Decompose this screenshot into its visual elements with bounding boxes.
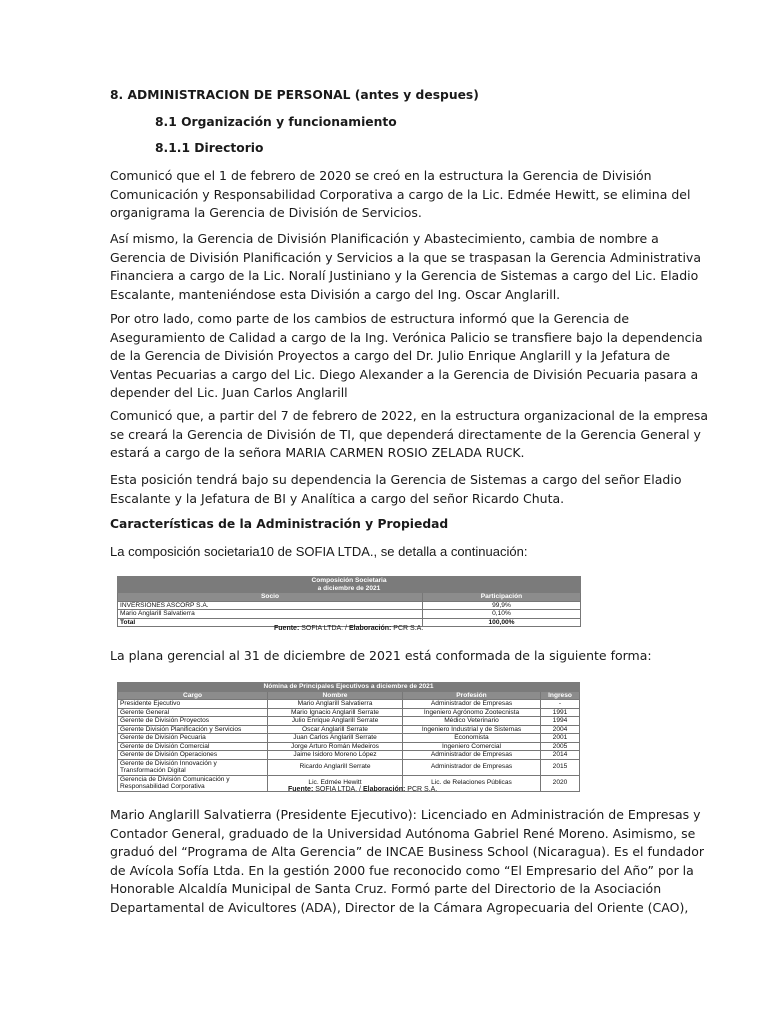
management-intro-text: La plana gerencial al 31 de diciembre de 2021 está conformada de la siguiente forma: xyxy=(110,648,652,663)
table-row: Mario Anglarill Salvatierra 0,10% xyxy=(118,610,581,619)
paragraph-2: Así mismo, la Gerencia de División Planificación y Abastecimiento, cambia de nombre a Gerencia de División Planificación y Servicios a la que se traspasan la Gerencia Administrativa Financiera a cargo de la Lic. Noralí Justiniano y la Gerencia de Sistemas a cargo del Lic. Eladio Escalante, manteniéndose esta División a cargo del Ing. Oscar Anglarill. xyxy=(110,231,701,302)
column-header-profesion: Profesión xyxy=(403,691,541,700)
paragraph-5: Esta posición tendrá bajo su dependencia la Gerencia de Sistemas a cargo del señor Eladio Escalante y la Jefatura de BI y Analítica a cargo del señor Ricardo Chuta. xyxy=(110,472,682,506)
composition-intro: La composición societaria10 de SOFIA LTDA., se detalla a continuación: xyxy=(110,544,528,559)
management-intro xyxy=(110,620,662,639)
column-header-socio: Socio xyxy=(118,593,423,602)
executives-table-source: Fuente: SOFIA LTDA. / Elaboración: PCR S.A. xyxy=(288,786,438,793)
table-total-row: Total 100,00% xyxy=(118,618,581,627)
executives-table xyxy=(117,682,580,792)
table-row: Gerente División Planificación y Servicios Oscar Anglarill Serrate Ingeniero Industrial y de Sistemas 2004 xyxy=(118,725,580,734)
column-header-cargo: Cargo xyxy=(118,691,268,700)
column-header-participacion: Participación xyxy=(423,593,581,602)
table-row: Gerente de División Pecuaria Juan Carlos Anglarill Serrate Economista 2001 xyxy=(118,734,580,743)
ownership-table-source: Fuente: SOFIA LTDA. / Elaboración: PCR S.A. xyxy=(274,625,424,632)
table-row: Gerente de División Innovación y Transformación Digital Ricardo Anglarill Serrate Administrador de Empresas 2015 xyxy=(118,759,580,775)
ownership-heading: Características de la Administración y Propiedad xyxy=(110,517,449,531)
subsubsection-heading: 8.1.1 Directorio xyxy=(155,141,264,155)
column-header-nombre: Nombre xyxy=(268,691,403,700)
paragraph-4: Comunicó que, a partir del 7 de febrero de 2022, en la estructura organizacional de la empresa se creará la Gerencia de División de TI, que dependerá directamente de la Gerencia General y estará a cargo de la señora MARIA CARMEN ROSIO ZELADA RUCK. xyxy=(110,408,709,460)
subsection-heading: 8.1 Organización y funcionamiento xyxy=(155,115,397,129)
section-heading: 8. ADMINISTRACION DE PERSONAL (antes y despues) xyxy=(110,88,479,102)
table-row: Gerente de División Comercial Jorge Arturo Román Medeiros Ingeniero Comercial 2005 xyxy=(118,742,580,751)
table-row: INVERSIONES ASCORP S.A. 99,9% xyxy=(118,601,581,610)
table-row: Gerente de División Operaciones Jaime Isidoro Moreno López Administrador de Empresas 2014 xyxy=(118,751,580,760)
table-row: Gerente de División Proyectos Julio Enrique Anglarill Serrate Médico Veterinario 1994 xyxy=(118,717,580,726)
column-header-ingreso: Ingreso xyxy=(541,691,580,700)
table-row: Gerente General Mario Ignacio Anglarill Serrate Ingeniero Agrónomo Zootecnista 1991 xyxy=(118,708,580,717)
ownership-table-title: Composición Societaria a diciembre de 2021 xyxy=(118,577,581,593)
paragraph-3: Por otro lado, como parte de los cambios de estructura informó que la Gerencia de Aseguramiento de Calidad a cargo de la Ing. Verónica Palicio se transfiere bajo la dependencia de la Gerencia de División Proyectos a cargo del Dr. Julio Enrique Anglarill y la Jefatura de Ventas Pecuarias a cargo del Lic. Diego Alexander a la Gerencia de División Pecuaria pasara a depender del Lic. Juan Carlos Anglarill xyxy=(110,311,703,400)
table-row: Presidente Ejecutivo Mario Anglarill Salvatierra Administrador de Empresas - xyxy=(118,700,580,709)
paragraph-6: Mario Anglarill Salvatierra (Presidente Ejecutivo): Licenciado en Administración de Empresas y Contador General, graduado de la Universidad Autónoma Gabriel René Moreno. Asimismo, se graduó del “Programa de Alta Gerencia” de INCAE Business School (Nicaragua). Es el fundador de Avícola Sofía Ltda. En la gestión 2000 fue reconocido como “El Empresario del Año” por la Honorable Alcaldía Municipal de Santa Cruz. Formó parte del Directorio de la Asociación Departamental de Avicultores (ADA), Director de la Cámara Agropecuaria del Oriente (CAO), xyxy=(110,807,705,915)
executives-table-title: Nómina de Principales Ejecutivos a diciembre de 2021 xyxy=(118,683,580,692)
table-row: Gerencia de División Comunicación y Responsabilidad Corporativa Lic. Edmée Hewitt Lic. de Relaciones Públicas 2020 xyxy=(118,775,580,791)
paragraph-1: Comunicó que el 1 de febrero de 2020 se creó en la estructura la Gerencia de División Comunicación y Responsabilidad Corporativa a cargo de la Lic. Edmée Hewitt, se elimina del organigrama la Gerencia de División de Servicios. xyxy=(110,168,691,220)
